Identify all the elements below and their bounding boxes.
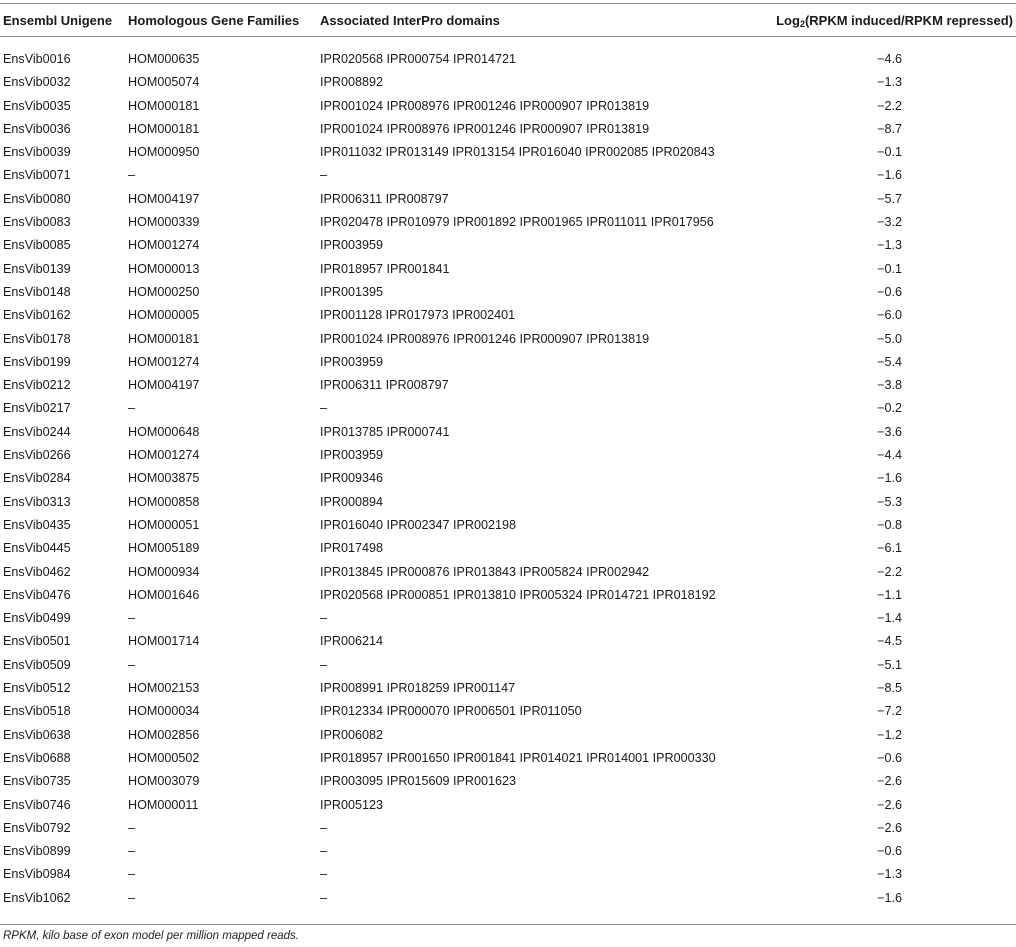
table-row — [0, 770, 1016, 793]
cell-interpro-domains: IPR008892 — [320, 75, 384, 90]
table-row — [0, 374, 1016, 397]
table-row — [0, 677, 1016, 700]
cell-unigene: EnsVib0638 — [3, 727, 71, 742]
cell-log2-ratio: −1.6 — [877, 168, 902, 183]
table-row — [0, 654, 1016, 677]
cell-log2-ratio: −1.3 — [877, 238, 902, 253]
header-log2-ratio — [776, 13, 1013, 29]
cell-interpro-domains: IPR018957 IPR001841 — [320, 261, 450, 276]
table-bottom-rule — [0, 924, 1016, 925]
table-row — [0, 863, 1016, 886]
cell-log2-ratio: −0.1 — [877, 261, 902, 276]
cell-unigene: EnsVib0071 — [3, 168, 71, 183]
cell-log2-ratio: −7.2 — [877, 704, 902, 719]
cell-interpro-domains: IPR017498 — [320, 541, 384, 556]
cell-log2-ratio: −1.3 — [877, 867, 902, 882]
cell-interpro-domains: IPR003959 — [320, 238, 384, 253]
cell-unigene: EnsVib0792 — [3, 820, 71, 835]
cell-unigene: EnsVib0199 — [3, 354, 71, 369]
cell-gene-family: HOM000011 — [128, 797, 199, 812]
cell-log2-ratio: −1.1 — [877, 587, 902, 602]
cell-gene-family: HOM000250 — [128, 284, 200, 299]
cell-interpro-domains: IPR011032 IPR013149 IPR013154 IPR016040 IPR002085 IPR020843 — [320, 145, 715, 160]
cell-gene-family: – — [128, 611, 136, 626]
table-footnote: RPKM, kilo base of exon model per million mapped reads. — [3, 930, 299, 942]
header-log-rest: (RPKM induced/RPKM repressed) — [804, 13, 1013, 28]
cell-log2-ratio: −8.5 — [877, 681, 902, 696]
cell-unigene: EnsVib0036 — [3, 121, 71, 136]
table-row — [0, 304, 1016, 327]
header-homologous-gene-families: Homologous Gene Families — [128, 13, 300, 28]
cell-gene-family: HOM001274 — [128, 448, 200, 463]
header-log-prefix: Log — [776, 13, 800, 28]
cell-log2-ratio: −2.6 — [877, 774, 902, 789]
cell-unigene: EnsVib0476 — [3, 587, 71, 602]
cell-unigene: EnsVib0162 — [3, 308, 71, 323]
cell-interpro-domains: – — [320, 611, 328, 626]
table-header-rule — [0, 36, 1016, 37]
cell-unigene: EnsVib0435 — [3, 517, 71, 532]
cell-unigene: EnsVib0085 — [3, 238, 71, 253]
cell-interpro-domains: IPR009346 — [320, 471, 384, 486]
cell-log2-ratio: −4.5 — [877, 634, 902, 649]
cell-gene-family: HOM000181 — [128, 98, 200, 113]
cell-log2-ratio: −4.6 — [877, 52, 902, 66]
table-row — [0, 724, 1016, 747]
header-interpro-domains: Associated InterPro domains — [320, 13, 500, 28]
cell-gene-family: HOM000339 — [128, 215, 200, 230]
cell-unigene: EnsVib0139 — [3, 261, 71, 276]
cell-interpro-domains: IPR018957 IPR001650 IPR001841 IPR014021 IPR014001 IPR000330 — [320, 750, 716, 765]
cell-unigene: EnsVib0746 — [3, 797, 71, 812]
cell-gene-family: HOM000635 — [128, 52, 200, 66]
table-row — [0, 421, 1016, 444]
table-row — [0, 48, 1016, 71]
cell-gene-family: HOM004197 — [128, 378, 200, 393]
table-row — [0, 561, 1016, 584]
cell-interpro-domains: IPR008991 IPR018259 IPR001147 — [320, 681, 516, 696]
cell-log2-ratio: −2.2 — [877, 98, 902, 113]
cell-gene-family: – — [128, 401, 136, 416]
table-row — [0, 397, 1016, 420]
cell-log2-ratio: −1.2 — [877, 727, 902, 742]
cell-log2-ratio: −5.4 — [877, 354, 902, 369]
cell-interpro-domains: IPR013785 IPR000741 — [320, 424, 450, 439]
cell-gene-family: – — [128, 657, 136, 672]
cell-gene-family: HOM000034 — [128, 704, 200, 719]
cell-interpro-domains: IPR006311 IPR008797 — [320, 191, 449, 206]
cell-unigene: EnsVib0984 — [3, 867, 71, 882]
header-ensembl-unigene: Ensembl Unigene — [3, 13, 113, 28]
cell-log2-ratio: −2.2 — [877, 564, 902, 579]
cell-interpro-domains: – — [320, 867, 328, 882]
table-row — [0, 141, 1016, 164]
table-row — [0, 444, 1016, 467]
cell-log2-ratio: −5.3 — [877, 494, 902, 509]
cell-gene-family: HOM000950 — [128, 145, 200, 160]
table-row — [0, 188, 1016, 211]
cell-log2-ratio: −1.6 — [877, 890, 902, 905]
cell-interpro-domains: IPR003959 — [320, 448, 384, 463]
table-row — [0, 258, 1016, 281]
cell-unigene: EnsVib0148 — [3, 284, 71, 299]
table-row — [0, 281, 1016, 304]
cell-interpro-domains: – — [320, 168, 328, 183]
table-row — [0, 351, 1016, 374]
cell-gene-family: HOM000858 — [128, 494, 200, 509]
cell-gene-family: HOM001274 — [128, 238, 200, 253]
cell-interpro-domains: IPR016040 IPR002347 IPR002198 — [320, 517, 517, 532]
cell-log2-ratio: −5.7 — [877, 191, 902, 206]
table-row — [0, 794, 1016, 817]
table-row — [0, 328, 1016, 351]
cell-log2-ratio: −5.0 — [877, 331, 902, 346]
cell-unigene: EnsVib0499 — [3, 611, 71, 626]
cell-gene-family: HOM003079 — [128, 774, 200, 789]
cell-interpro-domains: IPR001395 — [320, 284, 384, 299]
table-row — [0, 211, 1016, 234]
table-row — [0, 747, 1016, 770]
cell-unigene: EnsVib0445 — [3, 541, 71, 556]
table-row — [0, 234, 1016, 257]
cell-unigene: EnsVib0462 — [3, 564, 71, 579]
table-header-row — [0, 5, 1016, 35]
cell-unigene: EnsVib0032 — [3, 75, 71, 90]
cell-unigene: EnsVib0688 — [3, 750, 71, 765]
cell-interpro-domains: IPR006214 — [320, 634, 384, 649]
cell-unigene: EnsVib0217 — [3, 401, 71, 416]
cell-unigene: EnsVib0039 — [3, 145, 71, 160]
cell-unigene: EnsVib1062 — [3, 890, 71, 905]
cell-unigene: EnsVib0518 — [3, 704, 71, 719]
cell-gene-family: HOM001274 — [128, 354, 200, 369]
cell-interpro-domains: – — [320, 820, 328, 835]
cell-unigene: EnsVib0313 — [3, 494, 71, 509]
cell-log2-ratio: −0.6 — [877, 750, 902, 765]
cell-interpro-domains: – — [320, 657, 328, 672]
cell-interpro-domains: IPR020568 IPR000851 IPR013810 IPR005324 IPR014721 IPR018192 — [320, 587, 716, 602]
cell-gene-family: HOM001646 — [128, 587, 200, 602]
cell-gene-family: HOM005189 — [128, 541, 200, 556]
cell-interpro-domains: IPR006311 IPR008797 — [320, 378, 449, 393]
cell-interpro-domains: – — [320, 890, 328, 905]
cell-log2-ratio: −1.4 — [877, 611, 902, 626]
cell-log2-ratio: −2.6 — [877, 820, 902, 835]
cell-unigene: EnsVib0509 — [3, 657, 71, 672]
cell-interpro-domains: – — [320, 844, 328, 859]
cell-interpro-domains: IPR001024 IPR008976 IPR001246 IPR000907 IPR013819 — [320, 121, 650, 136]
cell-interpro-domains: IPR006082 — [320, 727, 384, 742]
table-row — [0, 537, 1016, 560]
cell-gene-family: – — [128, 168, 136, 183]
cell-unigene: EnsVib0284 — [3, 471, 71, 486]
cell-gene-family: HOM000005 — [128, 308, 200, 323]
table-row — [0, 95, 1016, 118]
cell-gene-family: HOM000181 — [128, 331, 200, 346]
table-body — [0, 48, 1016, 910]
cell-log2-ratio: −3.8 — [877, 378, 902, 393]
table-top-rule — [0, 3, 1016, 4]
cell-log2-ratio: −2.6 — [877, 797, 902, 812]
table-row — [0, 887, 1016, 910]
cell-unigene: EnsVib0178 — [3, 331, 71, 346]
cell-gene-family: HOM003875 — [128, 471, 200, 486]
cell-log2-ratio: −0.8 — [877, 517, 902, 532]
cell-interpro-domains: IPR005123 — [320, 797, 384, 812]
cell-log2-ratio: −8.7 — [877, 121, 902, 136]
table-row — [0, 164, 1016, 187]
cell-interpro-domains: IPR001024 IPR008976 IPR001246 IPR000907 IPR013819 — [320, 331, 650, 346]
cell-interpro-domains: IPR013845 IPR000876 IPR013843 IPR005824 IPR002942 — [320, 564, 650, 579]
cell-interpro-domains: IPR020478 IPR010979 IPR001892 IPR001965 IPR011011 IPR017956 — [320, 215, 714, 230]
cell-unigene: EnsVib0899 — [3, 844, 71, 859]
cell-gene-family: – — [128, 844, 136, 859]
cell-log2-ratio: −4.4 — [877, 448, 902, 463]
cell-unigene: EnsVib0512 — [3, 681, 71, 696]
cell-unigene: EnsVib0266 — [3, 448, 71, 463]
cell-log2-ratio: −0.2 — [877, 401, 902, 416]
table-row — [0, 840, 1016, 863]
header-log-subscript: 2 — [799, 19, 805, 29]
cell-log2-ratio: −0.6 — [877, 844, 902, 859]
cell-gene-family: HOM000181 — [128, 121, 200, 136]
cell-gene-family: – — [128, 890, 136, 905]
cell-interpro-domains: IPR001024 IPR008976 IPR001246 IPR000907 IPR013819 — [320, 98, 650, 113]
cell-gene-family: HOM005074 — [128, 75, 200, 90]
table-row — [0, 700, 1016, 723]
table-row — [0, 584, 1016, 607]
cell-gene-family: HOM000502 — [128, 750, 200, 765]
cell-log2-ratio: −6.0 — [877, 308, 902, 323]
cell-unigene: EnsVib0735 — [3, 774, 71, 789]
cell-gene-family: HOM000051 — [128, 517, 200, 532]
cell-gene-family: HOM000648 — [128, 424, 200, 439]
cell-log2-ratio: −3.6 — [877, 424, 902, 439]
cell-unigene: EnsVib0083 — [3, 215, 71, 230]
cell-unigene: EnsVib0035 — [3, 98, 71, 113]
cell-unigene: EnsVib0244 — [3, 424, 71, 439]
cell-interpro-domains: IPR003959 — [320, 354, 384, 369]
cell-gene-family: HOM000013 — [128, 261, 200, 276]
table-row — [0, 607, 1016, 630]
cell-interpro-domains: IPR000894 — [320, 494, 384, 509]
cell-unigene: EnsVib0501 — [3, 634, 71, 649]
cell-log2-ratio: −0.1 — [877, 145, 902, 160]
cell-gene-family: – — [128, 820, 136, 835]
cell-gene-family: – — [128, 867, 136, 882]
cell-gene-family: HOM002856 — [128, 727, 200, 742]
table-row — [0, 514, 1016, 537]
table-row — [0, 118, 1016, 141]
cell-log2-ratio: −0.6 — [877, 284, 902, 299]
cell-log2-ratio: −5.1 — [877, 657, 902, 672]
cell-interpro-domains: IPR012334 IPR000070 IPR006501 IPR011050 — [320, 704, 582, 719]
cell-log2-ratio: −1.3 — [877, 75, 902, 90]
table-row — [0, 467, 1016, 490]
cell-unigene: EnsVib0016 — [3, 52, 71, 66]
cell-gene-family: HOM000934 — [128, 564, 200, 579]
table-row — [0, 630, 1016, 653]
cell-interpro-domains: – — [320, 401, 328, 416]
table-row — [0, 817, 1016, 840]
cell-interpro-domains: IPR001128 IPR017973 IPR002401 — [320, 308, 516, 323]
cell-interpro-domains: IPR020568 IPR000754 IPR014721 — [320, 52, 517, 66]
table-row — [0, 491, 1016, 514]
cell-unigene: EnsVib0080 — [3, 191, 71, 206]
cell-log2-ratio: −6.1 — [877, 541, 902, 556]
cell-gene-family: HOM002153 — [128, 681, 200, 696]
cell-gene-family: HOM004197 — [128, 191, 200, 206]
cell-log2-ratio: −3.2 — [877, 215, 902, 230]
cell-unigene: EnsVib0212 — [3, 378, 71, 393]
cell-interpro-domains: IPR003095 IPR015609 IPR001623 — [320, 774, 517, 789]
table-row — [0, 71, 1016, 94]
cell-log2-ratio: −1.6 — [877, 471, 902, 486]
cell-gene-family: HOM001714 — [128, 634, 200, 649]
